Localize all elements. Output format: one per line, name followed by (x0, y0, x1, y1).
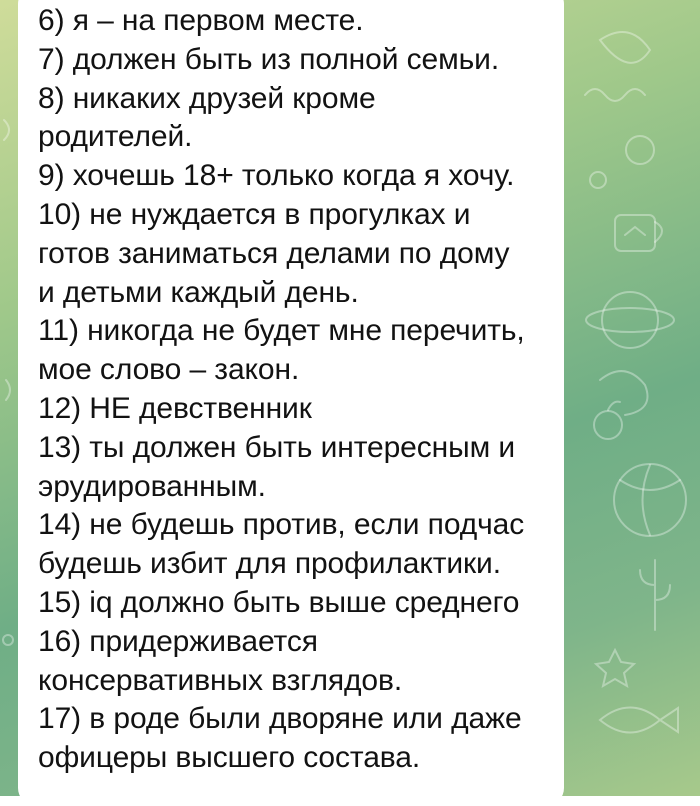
message-text (38, 2, 564, 778)
message-line: родителей. (38, 120, 193, 154)
fish-doodle (600, 708, 678, 733)
message-line: и детьми каждый день. (38, 275, 359, 309)
circle-doodle (626, 136, 654, 164)
message-line: 14) не будешь против, если подчас (38, 508, 525, 542)
leaf-doodle (600, 32, 650, 63)
message-line: 13) ты должен быть интересным и (38, 430, 516, 464)
message-line: 10) не нуждается в прогулках и (38, 197, 471, 231)
message-line: 17) в роде были дворяне или даже (38, 702, 522, 736)
planet-doodle (602, 292, 658, 348)
message-line: мое слово – закон. (38, 353, 300, 387)
message-line: 6) я – на первом месте. (38, 4, 364, 37)
squiggle-doodle (585, 89, 645, 101)
swirl-doodle (600, 371, 648, 415)
message-line: консервативных взглядов. (38, 663, 403, 697)
apple-doodle (594, 411, 622, 439)
message-line: 15) iq должно быть выше среднего (38, 585, 520, 619)
message-line: 12) НЕ девственник (38, 391, 312, 425)
message-line: готов заниматься делами по дому (38, 236, 510, 270)
cactus-doodle (640, 560, 670, 630)
message-line: 16) придерживается (38, 624, 318, 658)
message-line: эрудированным. (38, 469, 266, 503)
star-doodle (596, 650, 634, 686)
ball-doodle (614, 464, 686, 536)
cup-doodle (615, 215, 655, 251)
message-line: 9) хочешь 18+ только когда я хочу. (38, 159, 515, 193)
message-line: 11) никогда не будет мне перечить, (38, 314, 525, 348)
message-line: будешь избит для профилактики. (38, 547, 501, 581)
message-line: 7) должен быть из полной семьи. (38, 42, 500, 76)
message-line: 8) никаких друзей кроме (38, 81, 376, 115)
message-bubble[interactable] (18, 0, 564, 806)
message-line: офицеры высшего состава. (38, 741, 421, 775)
